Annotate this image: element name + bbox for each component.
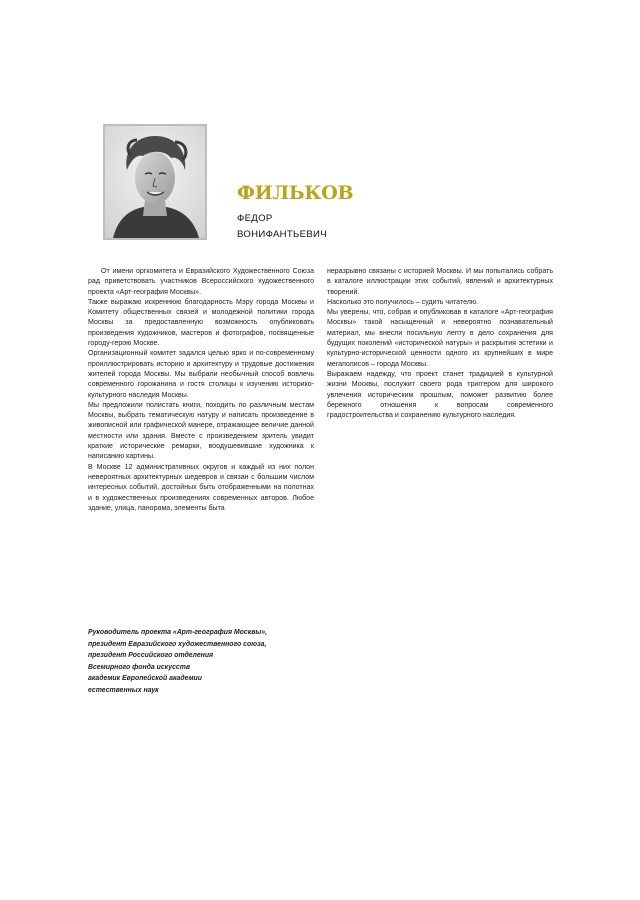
patronymic: ВОНИФАНТЬЕВИЧ <box>237 229 327 240</box>
paragraph: Организационный комитет задался целью ярко и по-современному проиллюстрировать историю и архитектуру и трудовые достижения жителей города Москвы. Мы выбрали необычный способ вовлечь современного горожанина и гостя столицы к изучению историко-культурного наследия Москвы. <box>88 350 314 399</box>
portrait-photo <box>103 124 207 240</box>
article-right-column <box>327 267 553 421</box>
signature-line: Руководитель проекта «Арт-география Москвы», <box>88 629 268 636</box>
given-name: ФЕДОР <box>237 213 273 224</box>
signature-line: президент Российского отделения <box>88 652 214 660</box>
signature-line: естественных наук <box>88 686 159 694</box>
person-name-block <box>237 211 327 243</box>
signature-line: академик Европейской академии <box>88 675 202 683</box>
paragraph: Насколько это получилось – судить читателю. <box>327 298 479 306</box>
paragraph: Мы предложили полистать книги, походить по различным местам Москвы, выбрать тематическую натуру и написать произведение в живописной или графической манере, отражающее величие данной местности или здания. Вместе с произведением зритель увидит краткие исторические ремарки, воодушевившие художника к написанию картины. <box>88 401 314 461</box>
article-left-column <box>88 267 314 514</box>
paragraph: Выражаем надежду, что проект станет традицией в культурной жизни Москвы, послужит своего рода триггером для широкого увлечения историческим прошлым, поможет развитию более бережного отношения к вопросам современного градостроительства и сохранению культурного наследия. <box>327 370 553 420</box>
signature-line: Всемирного фонда искусств <box>88 663 191 671</box>
paragraph: Также выражаю искреннюю благодарность Мэру города Москвы и Комитету общественных связей и молодежной политики города Москвы за предоставленную возможность опубликовать произведения художников, мастеров и фотографов, посвященные городу-герою Москве. <box>88 298 314 348</box>
paragraph: неразрывно связаны с историей Москвы. И мы попытались собрать в каталоге иллюстрации этих событий, явлений и архитектурных творений. <box>327 268 553 296</box>
signature-block <box>88 627 328 697</box>
paragraph: В Москве 12 административных округов и каждый из них полон невероятных архитектурных шедевров и связан с большим числом интересных событий, достойных быть отображенными на полотнах и в художественных произведениях современных авторов. Любое здание, улица, панорама, элементы быта <box>88 463 314 512</box>
portrait-image <box>105 126 205 238</box>
signature-line: президент Евразийского художественного союза, <box>88 640 267 648</box>
paragraph: Мы уверены, что, собрав и опубликовав в каталоге «Арт-география Москвы» такой насыщенный и невероятно познавательный материал, мы внесли посильную лепту в дело сохранения для будущих поколений «исторической натуры» и раскрытия эстетики и культурно-исторической ценности одного из крупнейших в мире мегаполисов – города Москвы. <box>327 309 553 368</box>
paragraph: От имени оргкомитета и Евразийского Художественного Союза рад приветствовать участников Всероссийского художественного проекта «Арт-география Москвы». <box>88 268 314 296</box>
surname: ФИЛЬКОВ <box>237 182 354 204</box>
